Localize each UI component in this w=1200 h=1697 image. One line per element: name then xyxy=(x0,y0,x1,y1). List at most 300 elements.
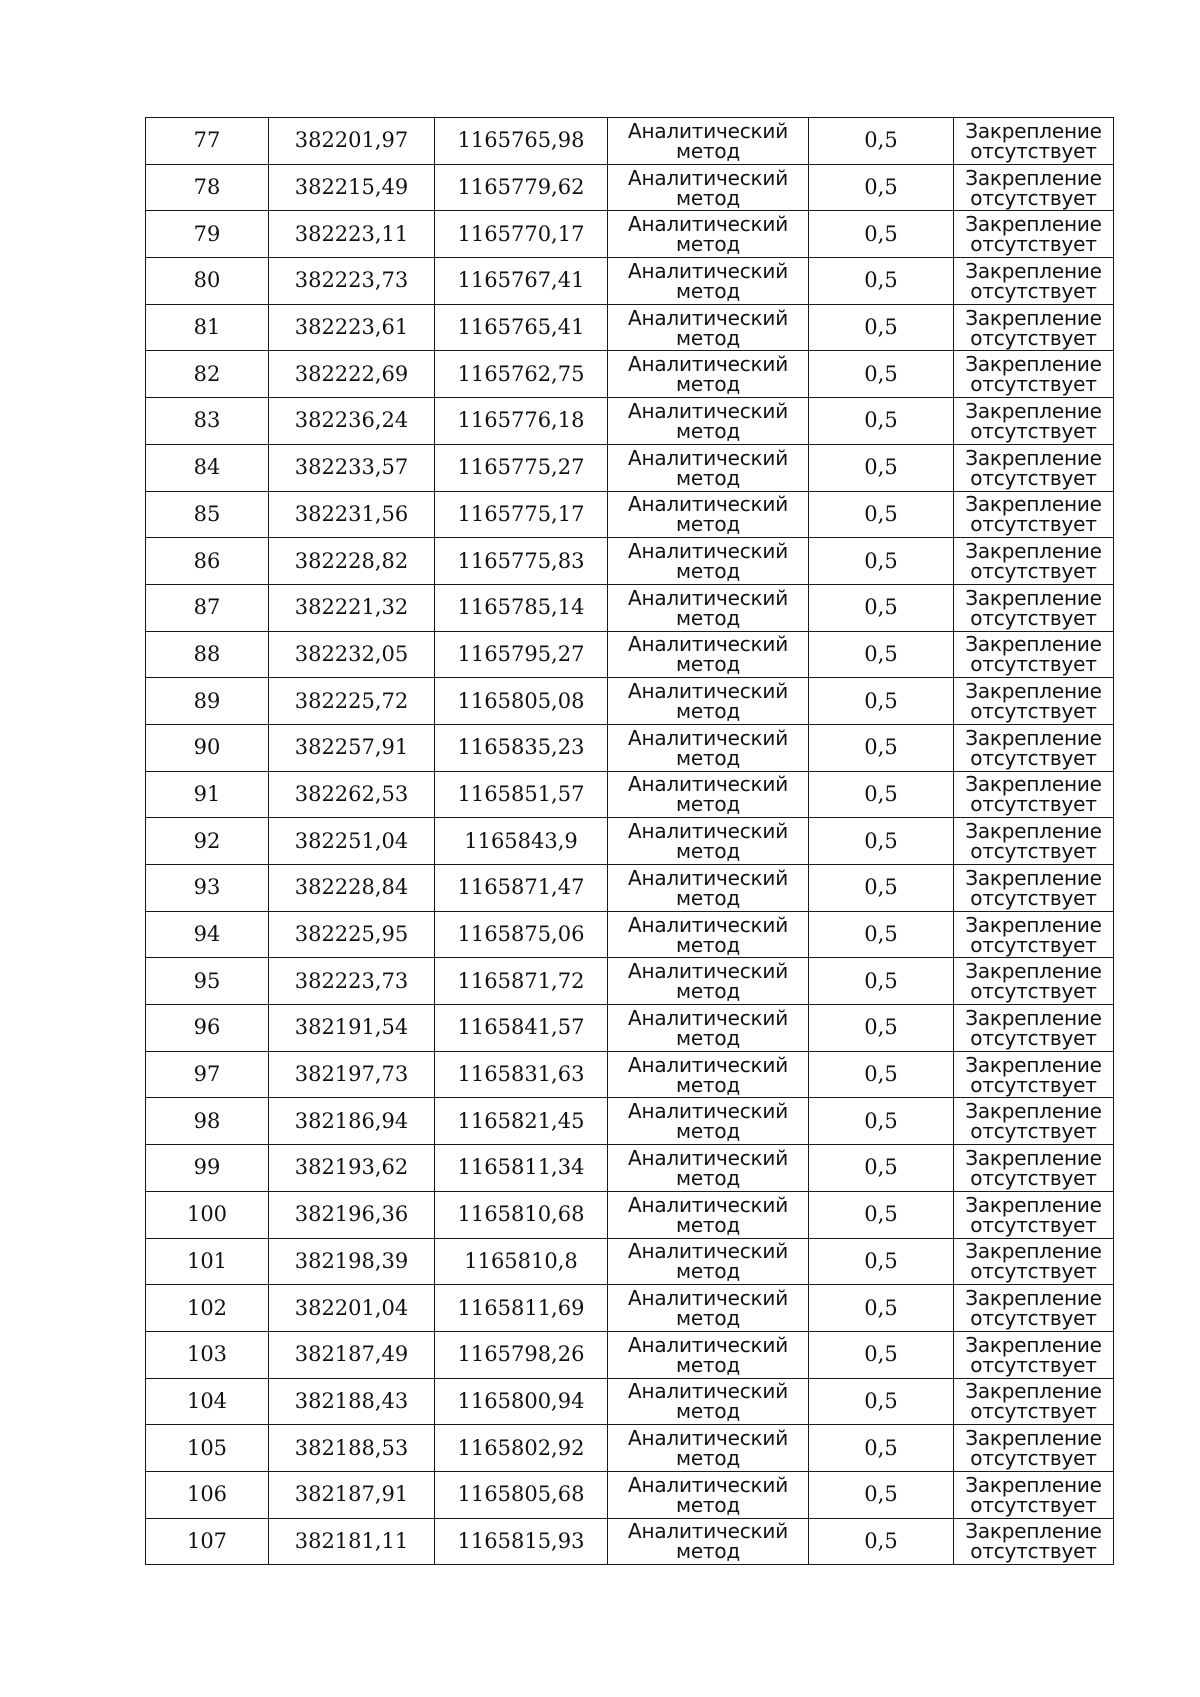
method-line-2: метод xyxy=(675,232,741,257)
method-text xyxy=(608,1239,808,1284)
fixing-text xyxy=(954,258,1113,303)
method-text xyxy=(608,1332,808,1377)
method-line-2: метод xyxy=(675,1165,741,1190)
fixing-line-2: отсутствует xyxy=(970,652,1097,677)
fixing-cell xyxy=(954,1471,1114,1518)
method-line-1: Аналитический xyxy=(627,819,789,844)
method-line-1: Аналитический xyxy=(627,258,789,283)
method-cell xyxy=(608,1191,809,1238)
fixing-line-1: Закрепление xyxy=(965,1099,1102,1124)
point-number-cell: 94 xyxy=(146,911,269,958)
y-coordinate-cell: 1165779,62 xyxy=(435,164,608,211)
fixing-text xyxy=(954,1005,1113,1050)
table-row xyxy=(146,1238,1114,1285)
table-row xyxy=(146,1051,1114,1098)
method-cell xyxy=(608,1285,809,1332)
point-number-cell: 105 xyxy=(146,1425,269,1472)
fixing-cell xyxy=(954,211,1114,258)
fixing-line-1: Закрепление xyxy=(965,819,1102,844)
fixing-line-1: Закрепление xyxy=(965,959,1102,984)
point-number-cell: 82 xyxy=(146,351,269,398)
fixing-line-2: отсутствует xyxy=(970,1212,1097,1237)
method-text xyxy=(608,165,808,210)
fixing-line-2: отсутствует xyxy=(970,559,1097,584)
fixing-text xyxy=(954,1472,1113,1517)
fixing-line-2: отсутствует xyxy=(970,1025,1097,1050)
accuracy-cell: 0,5 xyxy=(809,1098,954,1145)
method-line-1: Аналитический xyxy=(627,1239,789,1264)
table-row xyxy=(146,211,1114,258)
method-cell xyxy=(608,1051,809,1098)
method-text xyxy=(608,445,808,490)
point-number-cell: 106 xyxy=(146,1471,269,1518)
fixing-line-1: Закрепление xyxy=(965,212,1102,237)
y-coordinate-cell: 1165762,75 xyxy=(435,351,608,398)
method-text xyxy=(608,1192,808,1237)
method-line-1: Аналитический xyxy=(627,1519,789,1544)
method-line-2: метод xyxy=(675,1352,741,1377)
method-line-2: метод xyxy=(675,839,741,864)
point-number-cell: 93 xyxy=(146,865,269,912)
method-cell xyxy=(608,164,809,211)
table-row xyxy=(146,1005,1114,1052)
fixing-line-1: Закрепление xyxy=(965,1332,1102,1357)
method-text xyxy=(608,1286,808,1331)
accuracy-cell: 0,5 xyxy=(809,911,954,958)
fixing-cell xyxy=(954,351,1114,398)
method-line-2: метод xyxy=(675,792,741,817)
fixing-line-1: Закрепление xyxy=(965,865,1102,890)
fixing-text xyxy=(954,352,1113,397)
table-row xyxy=(146,1378,1114,1425)
method-line-2: метод xyxy=(675,885,741,910)
point-number-cell: 85 xyxy=(146,491,269,538)
fixing-line-2: отсутствует xyxy=(970,839,1097,864)
fixing-line-1: Закрепление xyxy=(965,1192,1102,1217)
accuracy-cell: 0,5 xyxy=(809,1145,954,1192)
fixing-text xyxy=(954,212,1113,257)
y-coordinate-cell: 1165775,27 xyxy=(435,444,608,491)
fixing-line-1: Закрепление xyxy=(965,1145,1102,1170)
fixing-line-1: Закрепление xyxy=(965,725,1102,750)
method-text xyxy=(608,492,808,537)
fixing-text xyxy=(954,1332,1113,1377)
method-line-2: метод xyxy=(675,559,741,584)
method-line-1: Аналитический xyxy=(627,679,789,704)
method-line-2: метод xyxy=(675,699,741,724)
x-coordinate-cell: 382231,56 xyxy=(269,491,435,538)
x-coordinate-cell: 382191,54 xyxy=(269,1005,435,1052)
method-cell xyxy=(608,351,809,398)
fixing-line-2: отсутствует xyxy=(970,465,1097,490)
x-coordinate-cell: 382215,49 xyxy=(269,164,435,211)
fixing-text xyxy=(954,725,1113,770)
fixing-line-2: отсутствует xyxy=(970,1539,1097,1564)
x-coordinate-cell: 382198,39 xyxy=(269,1238,435,1285)
method-cell xyxy=(608,631,809,678)
y-coordinate-cell: 1165851,57 xyxy=(435,771,608,818)
fixing-text xyxy=(954,1145,1113,1190)
x-coordinate-cell: 382223,73 xyxy=(269,958,435,1005)
method-cell xyxy=(608,491,809,538)
x-coordinate-cell: 382201,04 xyxy=(269,1285,435,1332)
point-number-cell: 102 xyxy=(146,1285,269,1332)
fixing-line-1: Закрепление xyxy=(965,1005,1102,1030)
point-number-cell: 91 xyxy=(146,771,269,818)
fixing-line-2: отсутствует xyxy=(970,138,1097,163)
fixing-line-1: Закрепление xyxy=(965,1052,1102,1077)
table-row xyxy=(146,958,1114,1005)
fixing-text xyxy=(954,445,1113,490)
fixing-line-2: отсутствует xyxy=(970,512,1097,537)
method-line-1: Аналитический xyxy=(627,1099,789,1124)
method-cell xyxy=(608,1098,809,1145)
fixing-cell xyxy=(954,491,1114,538)
method-line-2: метод xyxy=(675,138,741,163)
accuracy-cell: 0,5 xyxy=(809,444,954,491)
method-line-1: Аналитический xyxy=(627,212,789,237)
method-text xyxy=(608,398,808,443)
method-line-1: Аналитический xyxy=(627,632,789,657)
method-text xyxy=(608,118,808,163)
y-coordinate-cell: 1165871,47 xyxy=(435,865,608,912)
x-coordinate-cell: 382228,84 xyxy=(269,865,435,912)
accuracy-cell: 0,5 xyxy=(809,351,954,398)
point-number-cell: 90 xyxy=(146,724,269,771)
method-text xyxy=(608,539,808,584)
x-coordinate-cell: 382201,97 xyxy=(269,118,435,165)
method-line-1: Аналитический xyxy=(627,1286,789,1311)
point-number-cell: 88 xyxy=(146,631,269,678)
fixing-line-2: отсутствует xyxy=(970,1119,1097,1144)
table-row xyxy=(146,1425,1114,1472)
method-text xyxy=(608,1052,808,1097)
table-row xyxy=(146,398,1114,445)
fixing-line-2: отсутствует xyxy=(970,699,1097,724)
y-coordinate-cell: 1165805,68 xyxy=(435,1471,608,1518)
table-row xyxy=(146,1145,1114,1192)
fixing-cell xyxy=(954,1425,1114,1472)
accuracy-cell: 0,5 xyxy=(809,1285,954,1332)
fixing-text xyxy=(954,679,1113,724)
method-line-1: Аналитический xyxy=(627,725,789,750)
accuracy-cell: 0,5 xyxy=(809,818,954,865)
fixing-line-1: Закрепление xyxy=(965,1472,1102,1497)
fixing-text xyxy=(954,865,1113,910)
y-coordinate-cell: 1165841,57 xyxy=(435,1005,608,1052)
method-cell xyxy=(608,958,809,1005)
method-line-2: метод xyxy=(675,1119,741,1144)
point-number-cell: 77 xyxy=(146,118,269,165)
method-cell xyxy=(608,1471,809,1518)
fixing-line-1: Закрепление xyxy=(965,1239,1102,1264)
method-cell xyxy=(608,538,809,585)
fixing-line-1: Закрепление xyxy=(965,492,1102,517)
fixing-cell xyxy=(954,724,1114,771)
method-line-1: Аналитический xyxy=(627,865,789,890)
method-cell xyxy=(608,865,809,912)
fixing-text xyxy=(954,1192,1113,1237)
method-line-2: метод xyxy=(675,278,741,303)
method-line-2: метод xyxy=(675,1072,741,1097)
x-coordinate-cell: 382225,72 xyxy=(269,678,435,725)
point-number-cell: 103 xyxy=(146,1331,269,1378)
x-coordinate-cell: 382193,62 xyxy=(269,1145,435,1192)
fixing-cell xyxy=(954,164,1114,211)
method-line-2: метод xyxy=(675,652,741,677)
x-coordinate-cell: 382181,11 xyxy=(269,1518,435,1565)
fixing-text xyxy=(954,632,1113,677)
method-line-2: метод xyxy=(675,605,741,630)
table-row xyxy=(146,258,1114,305)
method-line-2: метод xyxy=(675,979,741,1004)
method-line-2: метод xyxy=(675,185,741,210)
x-coordinate-cell: 382233,57 xyxy=(269,444,435,491)
table-row xyxy=(146,724,1114,771)
fixing-text xyxy=(954,819,1113,864)
accuracy-cell: 0,5 xyxy=(809,958,954,1005)
method-line-1: Аналитический xyxy=(627,1426,789,1451)
table-row xyxy=(146,1331,1114,1378)
method-text xyxy=(608,632,808,677)
fixing-line-1: Закрепление xyxy=(965,1286,1102,1311)
fixing-cell xyxy=(954,584,1114,631)
fixing-cell xyxy=(954,1145,1114,1192)
method-cell xyxy=(608,1145,809,1192)
accuracy-cell: 0,5 xyxy=(809,865,954,912)
fixing-text xyxy=(954,398,1113,443)
method-line-1: Аналитический xyxy=(627,1005,789,1030)
y-coordinate-cell: 1165785,14 xyxy=(435,584,608,631)
method-cell xyxy=(608,724,809,771)
y-coordinate-cell: 1165831,63 xyxy=(435,1051,608,1098)
method-cell xyxy=(608,258,809,305)
accuracy-cell: 0,5 xyxy=(809,164,954,211)
fixing-line-1: Закрепление xyxy=(965,1379,1102,1404)
fixing-cell xyxy=(954,1191,1114,1238)
fixing-text xyxy=(954,118,1113,163)
x-coordinate-cell: 382222,69 xyxy=(269,351,435,398)
accuracy-cell: 0,5 xyxy=(809,631,954,678)
method-line-2: метод xyxy=(675,512,741,537)
method-line-2: метод xyxy=(675,1259,741,1284)
fixing-cell xyxy=(954,1098,1114,1145)
method-line-2: метод xyxy=(675,1539,741,1564)
method-text xyxy=(608,912,808,957)
method-text xyxy=(608,305,808,350)
accuracy-cell: 0,5 xyxy=(809,1471,954,1518)
fixing-text xyxy=(954,492,1113,537)
fixing-cell xyxy=(954,771,1114,818)
fixing-line-2: отсутствует xyxy=(970,1072,1097,1097)
method-text xyxy=(608,725,808,770)
table-row xyxy=(146,444,1114,491)
method-cell xyxy=(608,584,809,631)
fixing-line-2: отсутствует xyxy=(970,1259,1097,1284)
method-text xyxy=(608,352,808,397)
point-number-cell: 100 xyxy=(146,1191,269,1238)
x-coordinate-cell: 382186,94 xyxy=(269,1098,435,1145)
fixing-text xyxy=(954,1052,1113,1097)
x-coordinate-cell: 382197,73 xyxy=(269,1051,435,1098)
fixing-cell xyxy=(954,1005,1114,1052)
accuracy-cell: 0,5 xyxy=(809,398,954,445)
accuracy-cell: 0,5 xyxy=(809,1378,954,1425)
fixing-line-1: Закрепление xyxy=(965,632,1102,657)
fixing-text xyxy=(954,165,1113,210)
accuracy-cell: 0,5 xyxy=(809,1425,954,1472)
fixing-line-1: Закрепление xyxy=(965,165,1102,190)
table-row xyxy=(146,164,1114,211)
point-number-cell: 96 xyxy=(146,1005,269,1052)
y-coordinate-cell: 1165765,41 xyxy=(435,304,608,351)
x-coordinate-cell: 382188,43 xyxy=(269,1378,435,1425)
fixing-line-2: отсутствует xyxy=(970,232,1097,257)
method-line-2: метод xyxy=(675,418,741,443)
fixing-line-2: отсутствует xyxy=(970,418,1097,443)
point-number-cell: 104 xyxy=(146,1378,269,1425)
accuracy-cell: 0,5 xyxy=(809,771,954,818)
y-coordinate-cell: 1165875,06 xyxy=(435,911,608,958)
fixing-cell xyxy=(954,678,1114,725)
fixing-cell xyxy=(954,398,1114,445)
method-line-1: Аналитический xyxy=(627,1052,789,1077)
table-row xyxy=(146,678,1114,725)
y-coordinate-cell: 1165800,94 xyxy=(435,1378,608,1425)
method-text xyxy=(608,1472,808,1517)
point-number-cell: 101 xyxy=(146,1238,269,1285)
fixing-cell xyxy=(954,1518,1114,1565)
fixing-line-2: отсутствует xyxy=(970,185,1097,210)
method-line-2: метод xyxy=(675,1446,741,1471)
fixing-cell xyxy=(954,911,1114,958)
table-row xyxy=(146,1191,1114,1238)
method-line-1: Аналитический xyxy=(627,1379,789,1404)
method-line-1: Аналитический xyxy=(627,492,789,517)
method-text xyxy=(608,212,808,257)
x-coordinate-cell: 382187,49 xyxy=(269,1331,435,1378)
accuracy-cell: 0,5 xyxy=(809,118,954,165)
accuracy-cell: 0,5 xyxy=(809,211,954,258)
fixing-line-2: отсутствует xyxy=(970,792,1097,817)
method-line-1: Аналитический xyxy=(627,772,789,797)
method-line-2: метод xyxy=(675,1492,741,1517)
fixing-line-1: Закрепление xyxy=(965,398,1102,423)
method-line-2: метод xyxy=(675,465,741,490)
coordinates-table-body xyxy=(146,118,1114,1565)
method-line-1: Аналитический xyxy=(627,1332,789,1357)
method-line-1: Аналитический xyxy=(627,585,789,610)
method-cell xyxy=(608,211,809,258)
x-coordinate-cell: 382228,82 xyxy=(269,538,435,585)
method-line-1: Аналитический xyxy=(627,445,789,470)
accuracy-cell: 0,5 xyxy=(809,258,954,305)
fixing-cell xyxy=(954,1051,1114,1098)
fixing-text xyxy=(954,1099,1113,1144)
fixing-line-1: Закрепление xyxy=(965,1426,1102,1451)
method-text xyxy=(608,819,808,864)
y-coordinate-cell: 1165843,9 xyxy=(435,818,608,865)
fixing-text xyxy=(954,1239,1113,1284)
method-cell xyxy=(608,304,809,351)
method-line-1: Аналитический xyxy=(627,539,789,564)
method-line-1: Аналитический xyxy=(627,1472,789,1497)
y-coordinate-cell: 1165811,69 xyxy=(435,1285,608,1332)
point-number-cell: 92 xyxy=(146,818,269,865)
fixing-line-1: Закрепление xyxy=(965,912,1102,937)
method-text xyxy=(608,679,808,724)
point-number-cell: 99 xyxy=(146,1145,269,1192)
fixing-cell xyxy=(954,1285,1114,1332)
fixing-line-2: отсутствует xyxy=(970,1352,1097,1377)
method-line-1: Аналитический xyxy=(627,165,789,190)
point-number-cell: 78 xyxy=(146,164,269,211)
fixing-line-2: отсутствует xyxy=(970,605,1097,630)
fixing-line-1: Закрепление xyxy=(965,1519,1102,1544)
y-coordinate-cell: 1165765,98 xyxy=(435,118,608,165)
method-cell xyxy=(608,1518,809,1565)
fixing-cell xyxy=(954,538,1114,585)
method-line-1: Аналитический xyxy=(627,398,789,423)
fixing-cell xyxy=(954,818,1114,865)
method-text xyxy=(608,865,808,910)
point-number-cell: 87 xyxy=(146,584,269,631)
fixing-line-1: Закрепление xyxy=(965,258,1102,283)
y-coordinate-cell: 1165802,92 xyxy=(435,1425,608,1472)
fixing-line-1: Закрепление xyxy=(965,539,1102,564)
accuracy-cell: 0,5 xyxy=(809,304,954,351)
method-line-2: метод xyxy=(675,1306,741,1331)
method-text xyxy=(608,1099,808,1144)
x-coordinate-cell: 382188,53 xyxy=(269,1425,435,1472)
method-line-2: метод xyxy=(675,1399,741,1424)
accuracy-cell: 0,5 xyxy=(809,1051,954,1098)
x-coordinate-cell: 382221,32 xyxy=(269,584,435,631)
method-cell xyxy=(608,678,809,725)
method-line-2: метод xyxy=(675,372,741,397)
fixing-line-2: отсутствует xyxy=(970,979,1097,1004)
point-number-cell: 83 xyxy=(146,398,269,445)
method-text xyxy=(608,1379,808,1424)
table-row xyxy=(146,584,1114,631)
fixing-line-2: отсутствует xyxy=(970,885,1097,910)
fixing-line-1: Закрепление xyxy=(965,305,1102,330)
table-row xyxy=(146,538,1114,585)
coordinates-table xyxy=(145,117,1114,1565)
x-coordinate-cell: 382262,53 xyxy=(269,771,435,818)
method-text xyxy=(608,585,808,630)
y-coordinate-cell: 1165798,26 xyxy=(435,1331,608,1378)
fixing-line-2: отсутствует xyxy=(970,932,1097,957)
fixing-line-2: отсутствует xyxy=(970,1306,1097,1331)
fixing-line-2: отсутствует xyxy=(970,1446,1097,1471)
fixing-line-1: Закрепление xyxy=(965,445,1102,470)
fixing-line-1: Закрепление xyxy=(965,679,1102,704)
y-coordinate-cell: 1165775,17 xyxy=(435,491,608,538)
method-line-2: метод xyxy=(675,1212,741,1237)
x-coordinate-cell: 382225,95 xyxy=(269,911,435,958)
fixing-cell xyxy=(954,958,1114,1005)
method-cell xyxy=(608,1005,809,1052)
method-line-2: метод xyxy=(675,325,741,350)
table-row xyxy=(146,1518,1114,1565)
method-cell xyxy=(608,771,809,818)
y-coordinate-cell: 1165810,8 xyxy=(435,1238,608,1285)
accuracy-cell: 0,5 xyxy=(809,678,954,725)
fixing-text xyxy=(954,585,1113,630)
fixing-cell xyxy=(954,1238,1114,1285)
x-coordinate-cell: 382232,05 xyxy=(269,631,435,678)
